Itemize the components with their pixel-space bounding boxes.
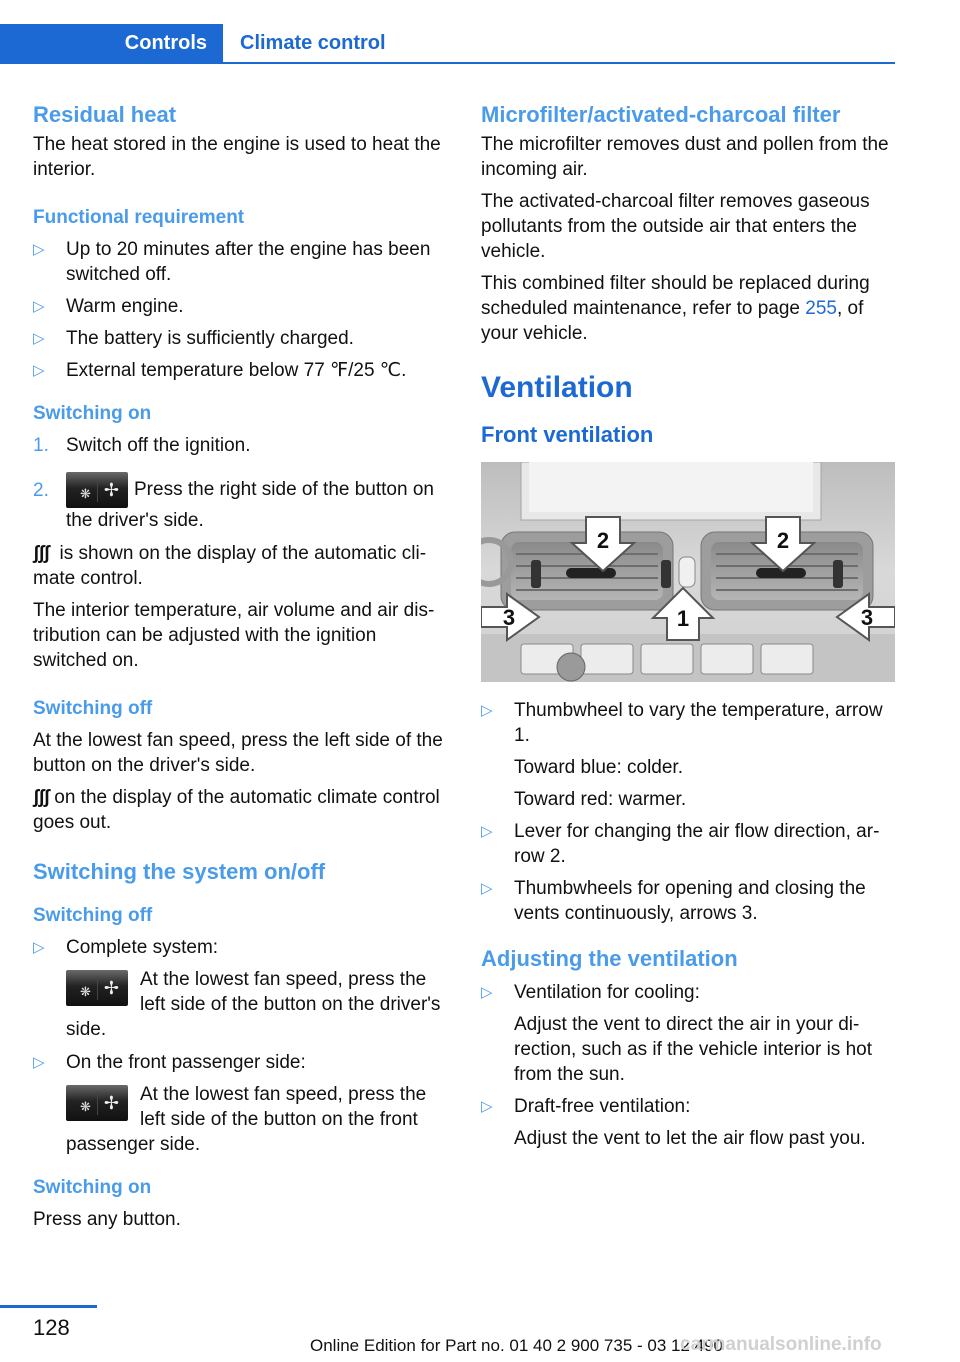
triangle-bullet-icon: ▷ [481, 1098, 493, 1115]
system-off-list [33, 935, 449, 1157]
edition-text: Online Edition for Part no. 01 40 2 900 735 - 03 12 490 [310, 1336, 724, 1355]
switching-on-steps [33, 433, 449, 533]
tab-controls[interactable]: Controls [0, 24, 223, 62]
residual-heat-text: The heat stored in the engine is used to heat the interior. [33, 134, 441, 180]
microfilter-p2: The activated-charcoal filter removes gaseous pollutants from the outside air that enters the vehicle. [481, 191, 870, 262]
heat-shown-text: ʃʃʃ is shown on the display of the automatic climate control. [33, 543, 427, 589]
triangle-bullet-icon: ▷ [33, 939, 45, 956]
vent-parts-list [481, 698, 897, 926]
system-on-off-heading: Switching the system on/off [33, 859, 326, 884]
page-link[interactable]: 255 [805, 298, 837, 319]
goes-out-text: ʃʃʃ on the display of the automatic climate control goes out. [33, 787, 440, 833]
fan-icon: ✢ [103, 1093, 119, 1113]
watermark: carmanualsonline.info [680, 1334, 882, 1355]
triangle-bullet-icon: ▷ [481, 823, 493, 840]
list-item: ▷ Warm engine. [33, 296, 184, 317]
list-item: ▷ Draft-free ventilation: Adjust the vent to let the air flow past you. [481, 1096, 866, 1149]
list-item: ▷ Lever for changing the air flow direction, arrow 2. [481, 821, 880, 867]
left-column [33, 100, 449, 1239]
microfilter-heading: Microfilter/activated-charcoal filter [481, 102, 841, 127]
list-item: ▷ Ventilation for cooling: Adjust the vent to direct the air in your direction, such as if the vehicle interior is hot from the sun. [481, 982, 873, 1085]
list-item: ▷ External temperature below 77 ℉/25 ℃. [33, 360, 407, 381]
triangle-bullet-icon: ▷ [33, 298, 45, 315]
system-switching-on-heading: Switching on [33, 1177, 152, 1198]
callout-2-left: 2 [596, 528, 610, 553]
fan-icon: ✢ [103, 978, 119, 998]
triangle-bullet-icon: ▷ [33, 241, 45, 258]
front-ventilation-heading: Front ventilation [481, 422, 654, 447]
callout-1: 1 [676, 606, 690, 631]
list-item: 1. Switch off the ignition. [33, 435, 251, 456]
callout-3-right: 3 [860, 605, 874, 630]
adjusting-ventilation-heading: Adjusting the ventilation [481, 946, 738, 971]
fan-button-image: ❋ ✢ [66, 970, 128, 1006]
list-item: ▷ The battery is sufficiently charged. [33, 328, 354, 349]
switching-off-heading: Switching off [33, 698, 153, 719]
page-number: 128 [33, 1315, 70, 1340]
triangle-bullet-icon: ▷ [33, 1054, 45, 1071]
list-item: 2. ❋ ✢ Press the right side of the button on the driver's side. [33, 472, 449, 533]
adjust-text: The interior temperature, air volume and air distribution can be adjusted with the ignition switched on. [33, 600, 435, 671]
microfilter-p1: The microfilter removes dust and pollen from the incoming air. [481, 134, 889, 180]
header-tab-bar [0, 24, 895, 64]
adjust-list [481, 980, 897, 1151]
residual-heat-heading: Residual heat [33, 102, 177, 127]
callout-2-right: 2 [776, 528, 790, 553]
microfilter-p3: This combined filter should be replaced during scheduled maintenance, refer to page 255, of your vehicle. [481, 273, 870, 344]
fan-button-image: ❋ ✢ [66, 1085, 128, 1121]
triangle-bullet-icon: ▷ [481, 984, 493, 1001]
switching-off-text: At the lowest fan speed, press the left side of the button on the driver's side. [33, 730, 443, 776]
list-item: ▷ Thumbwheels for opening and closing the vents continuously, arrows 3. [481, 878, 866, 924]
system-switching-off-heading: Switching off [33, 905, 153, 926]
triangle-bullet-icon: ▷ [33, 330, 45, 347]
right-column [481, 100, 897, 1169]
list-item: ▷ On the front passenger side: ❋ ✢ At the lowest fan speed, press the left side of the button on the front passenger side. [33, 1052, 427, 1155]
list-item: ▷ Up to 20 minutes after the engine has been switched off. [33, 239, 431, 285]
tab-climate-control[interactable]: Climate control [240, 32, 386, 54]
triangle-bullet-icon: ▷ [481, 702, 493, 719]
switching-on-heading: Switching on [33, 403, 152, 424]
triangle-bullet-icon: ▷ [481, 880, 493, 897]
triangle-bullet-icon: ▷ [33, 362, 45, 379]
vent-photo [481, 462, 895, 682]
list-item: ▷ Thumbwheel to vary the temperature, arrow 1. Toward blue: colder. Toward red: warmer. [481, 700, 883, 810]
list-item: ▷ Complete system: ❋ ✢ At the lowest fan speed, press the left side of the button on the driver's side. [33, 937, 441, 1040]
residual-heat-icon: ʃʃʃ [33, 787, 49, 808]
requirements-list [33, 237, 449, 383]
system-on-text: Press any button. [33, 1209, 181, 1230]
callout-3-left: 3 [502, 605, 516, 630]
footer-rule [0, 1305, 97, 1308]
residual-heat-icon: ʃʃʃ [33, 543, 49, 564]
fan-button-image: ❋ ✢ [66, 472, 128, 508]
ventilation-heading: Ventilation [481, 371, 633, 404]
functional-requirement-heading: Functional requirement [33, 207, 245, 228]
fan-icon: ✢ [103, 480, 119, 500]
